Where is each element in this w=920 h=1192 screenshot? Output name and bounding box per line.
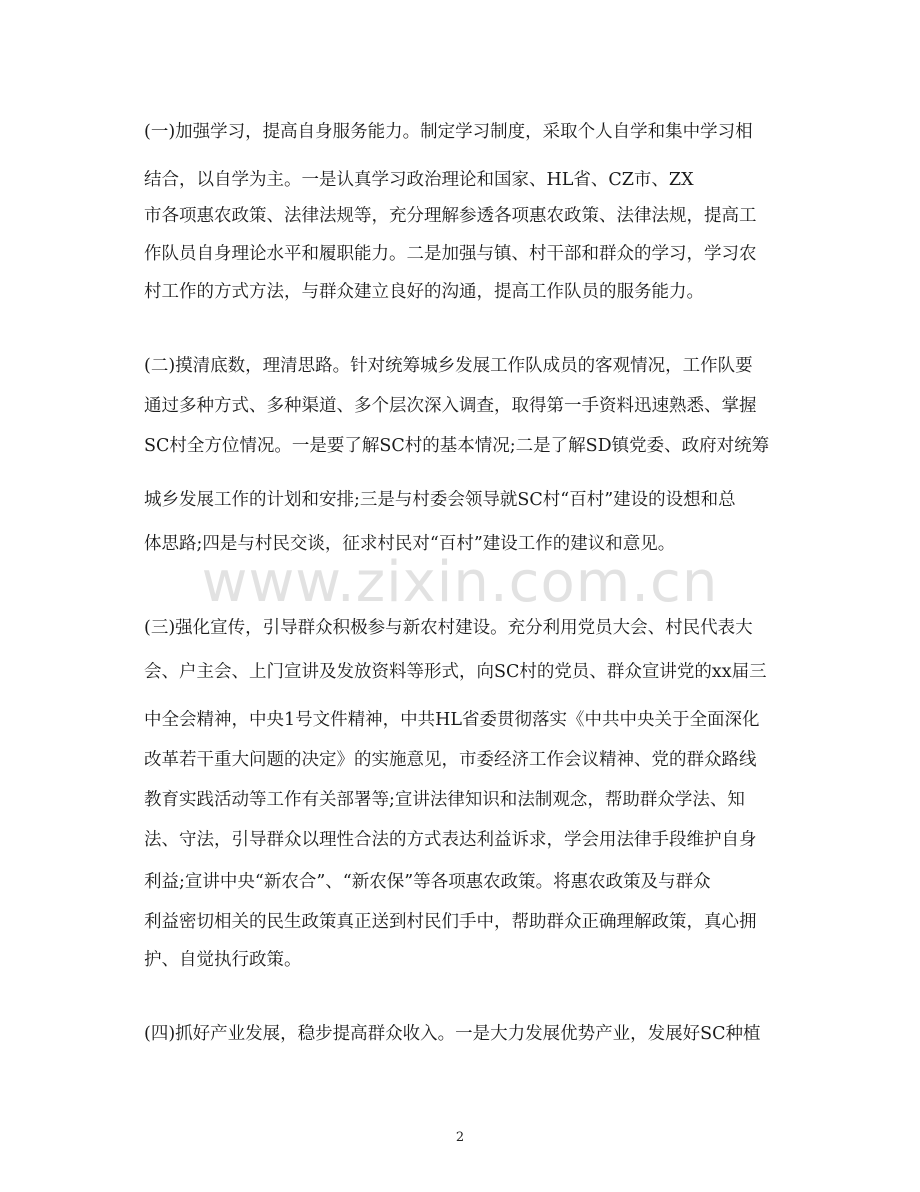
paragraph-line: 利益密切相关的民生政策真正送到村民们手中，帮助群众正确理解政策，真心拥 <box>144 912 757 932</box>
paragraph-line: 会、户主会、上门宣讲及发放资料等形式，向SC村的党员、群众宣讲党的xx届三 <box>144 662 767 682</box>
paragraph-line: 体思路;四是与村民交谈，征求村民对“百村”建设工作的建议和意见。 <box>144 534 676 554</box>
paragraph-line: 市各项惠农政策、法律法规等，充分理解参透各项惠农政策、法律法规，提高工 <box>144 206 757 226</box>
paragraph-line: (四)抓好产业发展，稳步提高群众收入。一是大力发展优势产业，发展好SC种植 <box>144 1024 761 1044</box>
paragraph-line: (二)摸清底数，理清思路。针对统筹城乡发展工作队成员的客观情况，工作队要 <box>144 356 753 376</box>
paragraph-line: 改革若干重大问题的决定》的实施意见，市委经济工作会议精神、党的群众路线 <box>144 750 757 770</box>
paragraph-line: 通过多种方式、多种渠道、多个层次深入调查，取得第一手资料迅速熟悉、掌握 <box>144 396 757 416</box>
paragraph-line: 作队员自身理论水平和履职能力。二是加强与镇、村干部和群众的学习，学习农 <box>144 244 757 264</box>
page-number: 2 <box>455 1130 465 1145</box>
paragraph-line: (三)强化宣传，引导群众积极参与新农村建设。充分利用党员大会、村民代表大 <box>144 618 753 638</box>
paragraph-line: 利益;宣讲中央“新农合”、“新农保”等各项惠农政策。将惠农政策及与群众 <box>144 872 711 892</box>
paragraph-line: SC村全方位情况。一是要了解SC村的基本情况;二是了解SD镇党委、政府对统筹 <box>144 436 770 456</box>
paragraph-line: 城乡发展工作的计划和安排;三是与村委会领导就SC村“百村”建设的设想和总 <box>144 490 736 510</box>
paragraph-line: 中全会精神，中央1号文件精神，中共HL省委贯彻落实《中共中央关于全面深化 <box>144 710 760 730</box>
paragraph-line: 护、自觉执行政策。 <box>144 950 302 970</box>
paragraph-line: 村工作的方式方法，与群众建立良好的沟通，提高工作队员的服务能力。 <box>144 282 704 302</box>
paragraph-line: 教育实践活动等工作有关部署等;宣讲法律知识和法制观念，帮助群众学法、知 <box>144 790 745 810</box>
watermark: www.zixin.com.cn <box>201 550 719 615</box>
paragraph-line: 法、守法，引导群众以理性合法的方式表达利益诉求，学会用法律手段维护自身 <box>144 830 757 850</box>
paragraph-line: 结合，以自学为主。一是认真学习政治理论和国家、HL省、CZ市、ZX <box>144 170 694 190</box>
paragraph-line: (一)加强学习，提高自身服务能力。制定学习制度，采取个人自学和集中学习相 <box>144 122 753 142</box>
